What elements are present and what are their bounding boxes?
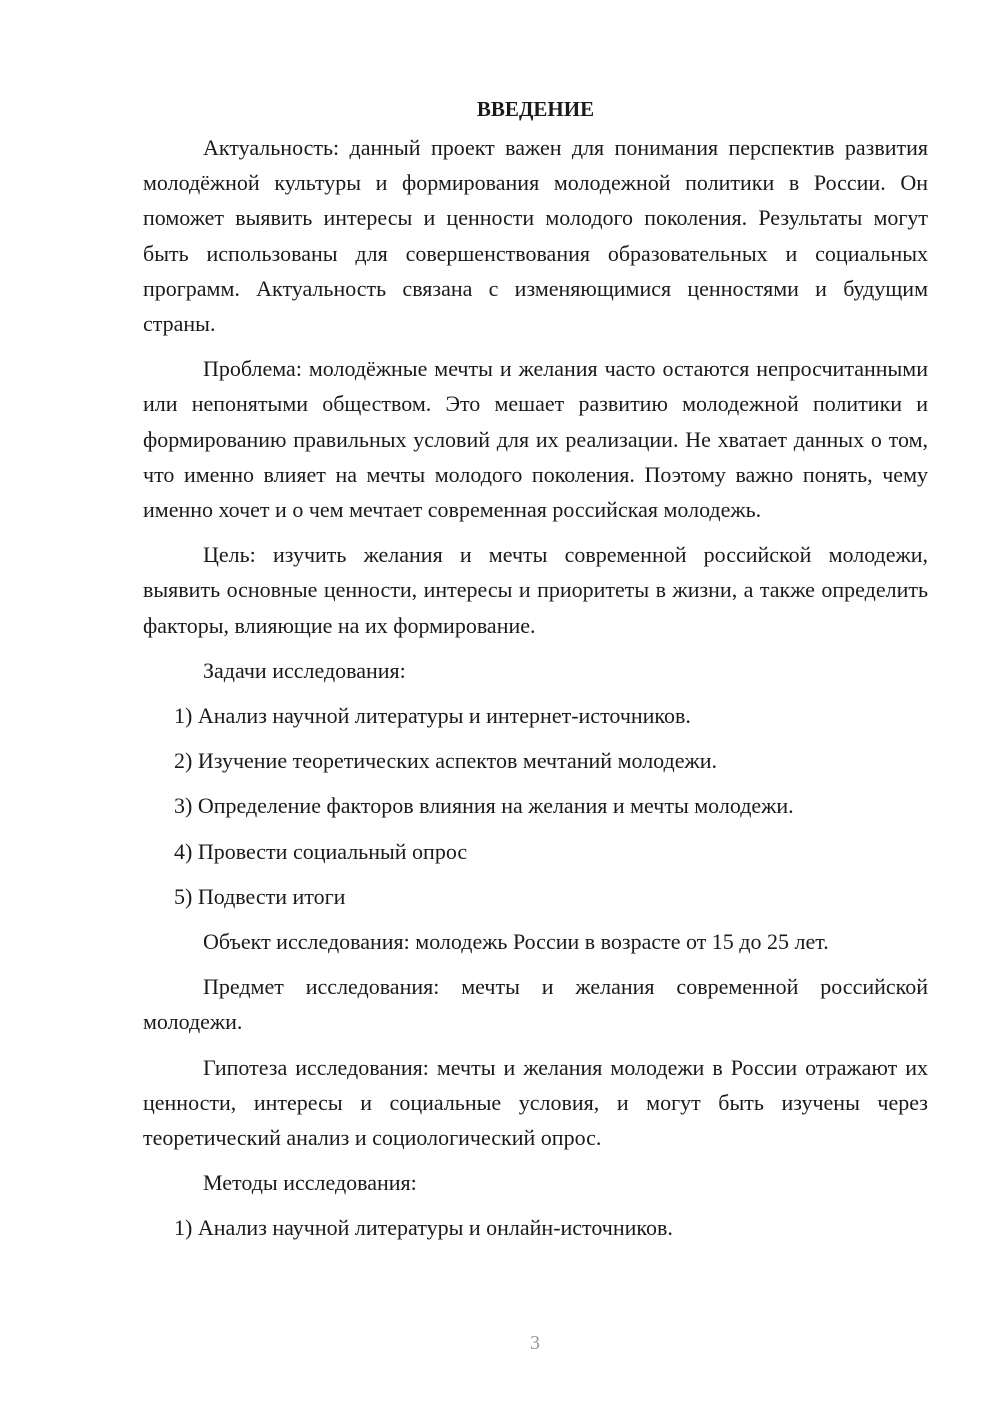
hypothesis-paragraph: Гипотеза исследования: мечты и желания молодежи в России отражают их ценности, интересы и социальные условия, и могут быть изучены через теоретический анализ и социологический опрос. (143, 1054, 928, 1151)
relevance-paragraph: Актуальность: данный проект важен для понимания перспектив развития молодёжной культуры и формирования молодежной политики в России. Он поможет выявить интересы и ценности молодого поколения. Результаты могут быть использованы для совершенствования образовательных и социальных программ. Актуальность связана с изменяющимися ценностями и будущим страны. (143, 135, 928, 337)
method-item-1: 1) Анализ научной литературы и онлайн-источников. (174, 1215, 673, 1241)
page-number: 3 (530, 1332, 540, 1354)
task-item-1: 1) Анализ научной литературы и интернет-источников. (174, 703, 691, 729)
section-title: ВВЕДЕНИЕ (476, 97, 595, 121)
tasks-heading: Задачи исследования: (203, 657, 406, 683)
task-item-4: 4) Провести социальный опрос (174, 838, 468, 864)
problem-paragraph: Проблема: молодёжные мечты и желания часто остаются непросчитанными или непонятыми обществом. Это мешает развитию молодежной политики и формированию правильных условий для их реализации. Не хватает данных о том, что именно влияет на мечты молодого поколения. Поэтому важно понять, чему именно хочет и о чем мечтает современная российская молодежь. (143, 356, 928, 523)
methods-heading: Методы исследования: (203, 1170, 417, 1196)
task-item-5: 5) Подвести итоги (174, 883, 346, 909)
document-page (143, 92, 928, 1256)
goal-paragraph: Цель: изучить желания и мечты современной российской молодежи, выявить основные ценности, интересы и приоритеты в жизни, а также определить факторы, влияющие на их формирование. (143, 542, 928, 638)
subject-paragraph: Предмет исследования: мечты и желания современной российской молодежи. (143, 974, 928, 1035)
object-line: Объект исследования: молодежь России в возрасте от 15 до 25 лет. (203, 929, 829, 955)
task-item-2: 2) Изучение теоретических аспектов мечтаний молодежи. (174, 748, 717, 774)
task-item-3: 3) Определение факторов влияния на желания и мечты молодежи. (174, 793, 794, 819)
